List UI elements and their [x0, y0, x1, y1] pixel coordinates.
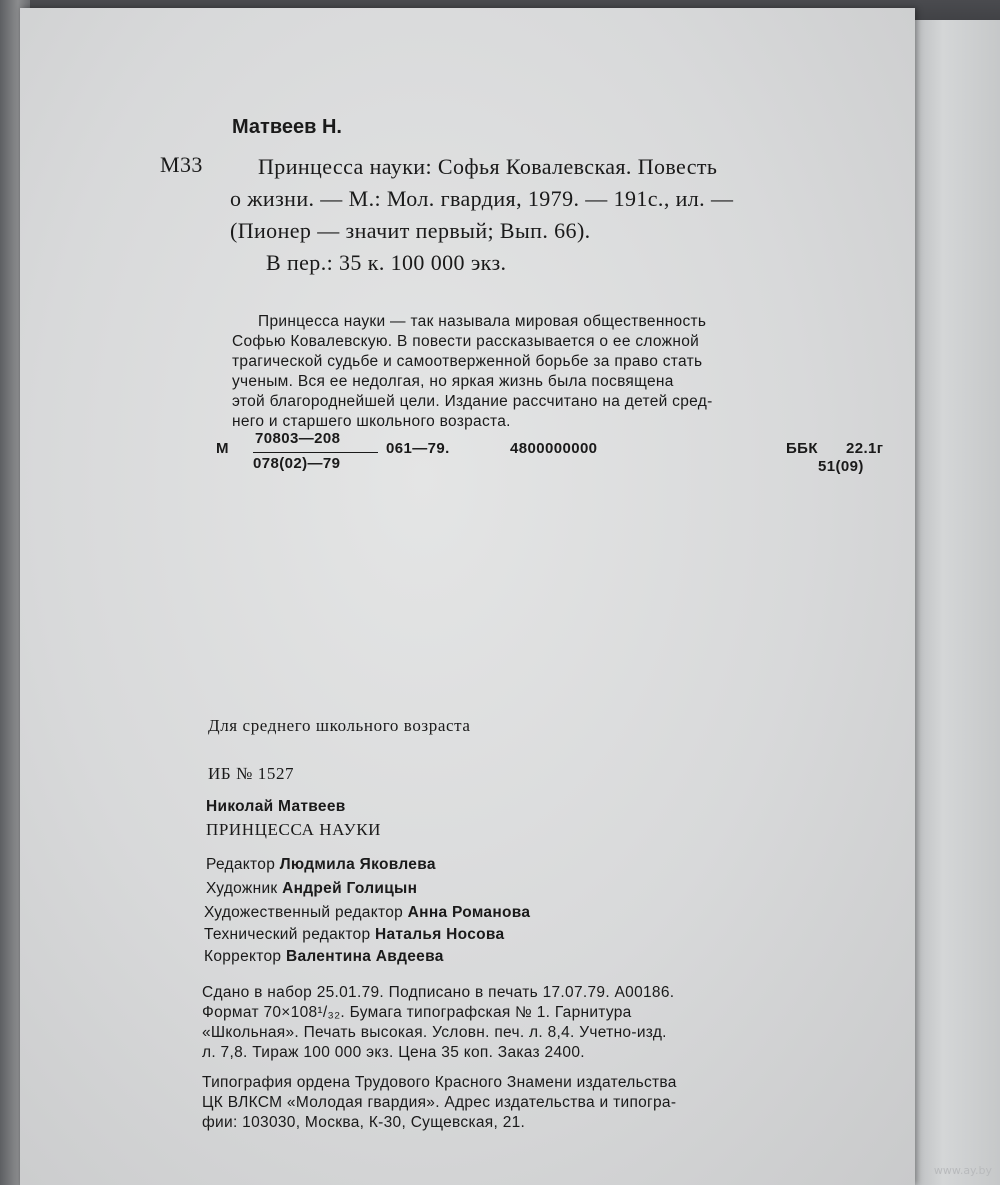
biblio-line-3: (Пионер — значит первый; Вып. 66). — [230, 218, 591, 243]
watermark: www.ay.by — [933, 1164, 992, 1177]
print-info-line-3: «Школьная». Печать высокая. Условн. печ. л. 8,4. Учетно-изд. — [202, 1024, 667, 1041]
credit-role: Технический редактор — [204, 926, 371, 943]
biblio-line-1: Принцесса науки: Софья Ковалевская. Повесть — [258, 154, 718, 179]
audience-note: Для среднего школьного возраста — [208, 716, 471, 735]
facing-page — [905, 20, 1000, 1185]
annotation-line-3: трагической судьбе и самоотверженной борьбе за право стать — [232, 353, 703, 370]
credit-artist — [206, 880, 417, 898]
credit-role: Редактор — [206, 856, 276, 873]
credit-role: Художественный редактор — [204, 904, 404, 921]
bbk-code-1: 22.1г — [846, 440, 884, 457]
fraction-bar — [253, 452, 378, 453]
classification-letter: М — [216, 440, 229, 457]
credit-editor — [206, 856, 436, 874]
ib-number: ИБ № 1527 — [208, 764, 295, 783]
print-info-line-4: л. 7,8. Тираж 100 000 экз. Цена 35 коп. Заказ 2400. — [202, 1044, 585, 1061]
author-heading: Матвеев Н. — [232, 116, 342, 138]
print-info-line-2: Формат 70×108¹/₃₂. Бумага типографская № 1. Гарнитура — [202, 1004, 632, 1021]
classification-fraction — [253, 428, 383, 478]
classification-number: 4800000000 — [510, 440, 598, 457]
fraction-numerator: 70803—208 — [255, 430, 341, 447]
catalog-code: М33 — [160, 152, 203, 177]
credit-name: Наталья Носова — [375, 926, 505, 943]
credit-corrector — [204, 948, 444, 966]
bbk-label: ББК — [786, 440, 818, 457]
credit-role: Художник — [206, 880, 278, 897]
annotation-line-6: него и старшего школьного возраста. — [232, 413, 511, 430]
printer-line-2: ЦК ВЛКСМ «Молодая гвардия». Адрес издательства и типогра- — [202, 1094, 677, 1111]
bbk-code-2: 51(09) — [818, 458, 864, 475]
printer-line-1: Типография ордена Трудового Красного Знамени издательства — [202, 1074, 677, 1091]
credit-tech-editor — [204, 926, 504, 944]
title-caps: ПРИНЦЕССА НАУКИ — [206, 820, 382, 839]
biblio-line-4: В пер.: 35 к. 100 000 экз. — [266, 250, 507, 275]
annotation-line-5: этой благороднейшей цели. Издание рассчитано на детей сред- — [232, 393, 713, 410]
annotation-line-1: Принцесса науки — так называла мировая общественность — [258, 313, 707, 330]
annotation-line-4: ученым. Вся ее недолгая, но яркая жизнь была посвящена — [232, 373, 674, 390]
printer-line-3: фии: 103030, Москва, К-30, Сущевская, 21. — [202, 1114, 526, 1131]
classification-code: 061—79. — [386, 440, 450, 457]
book-page — [20, 8, 915, 1185]
credit-art-editor — [204, 904, 530, 922]
credit-role: Корректор — [204, 948, 282, 965]
annotation-line-2: Софью Ковалевскую. В повести рассказывается о ее сложной — [232, 333, 700, 350]
print-info-line-1: Сдано в набор 25.01.79. Подписано в печать 17.07.79. А00186. — [202, 984, 675, 1001]
credit-name: Валентина Авдеева — [285, 948, 444, 965]
credit-name: Андрей Голицын — [282, 880, 418, 897]
author-full-name: Николай Матвеев — [206, 798, 346, 815]
fraction-denominator: 078(02)—79 — [253, 455, 341, 472]
credit-name: Анна Романова — [407, 904, 531, 921]
credit-name: Людмила Яковлева — [279, 856, 436, 873]
biblio-line-2: о жизни. — М.: Мол. гвардия, 1979. — 191с., ил. — — [230, 186, 734, 211]
